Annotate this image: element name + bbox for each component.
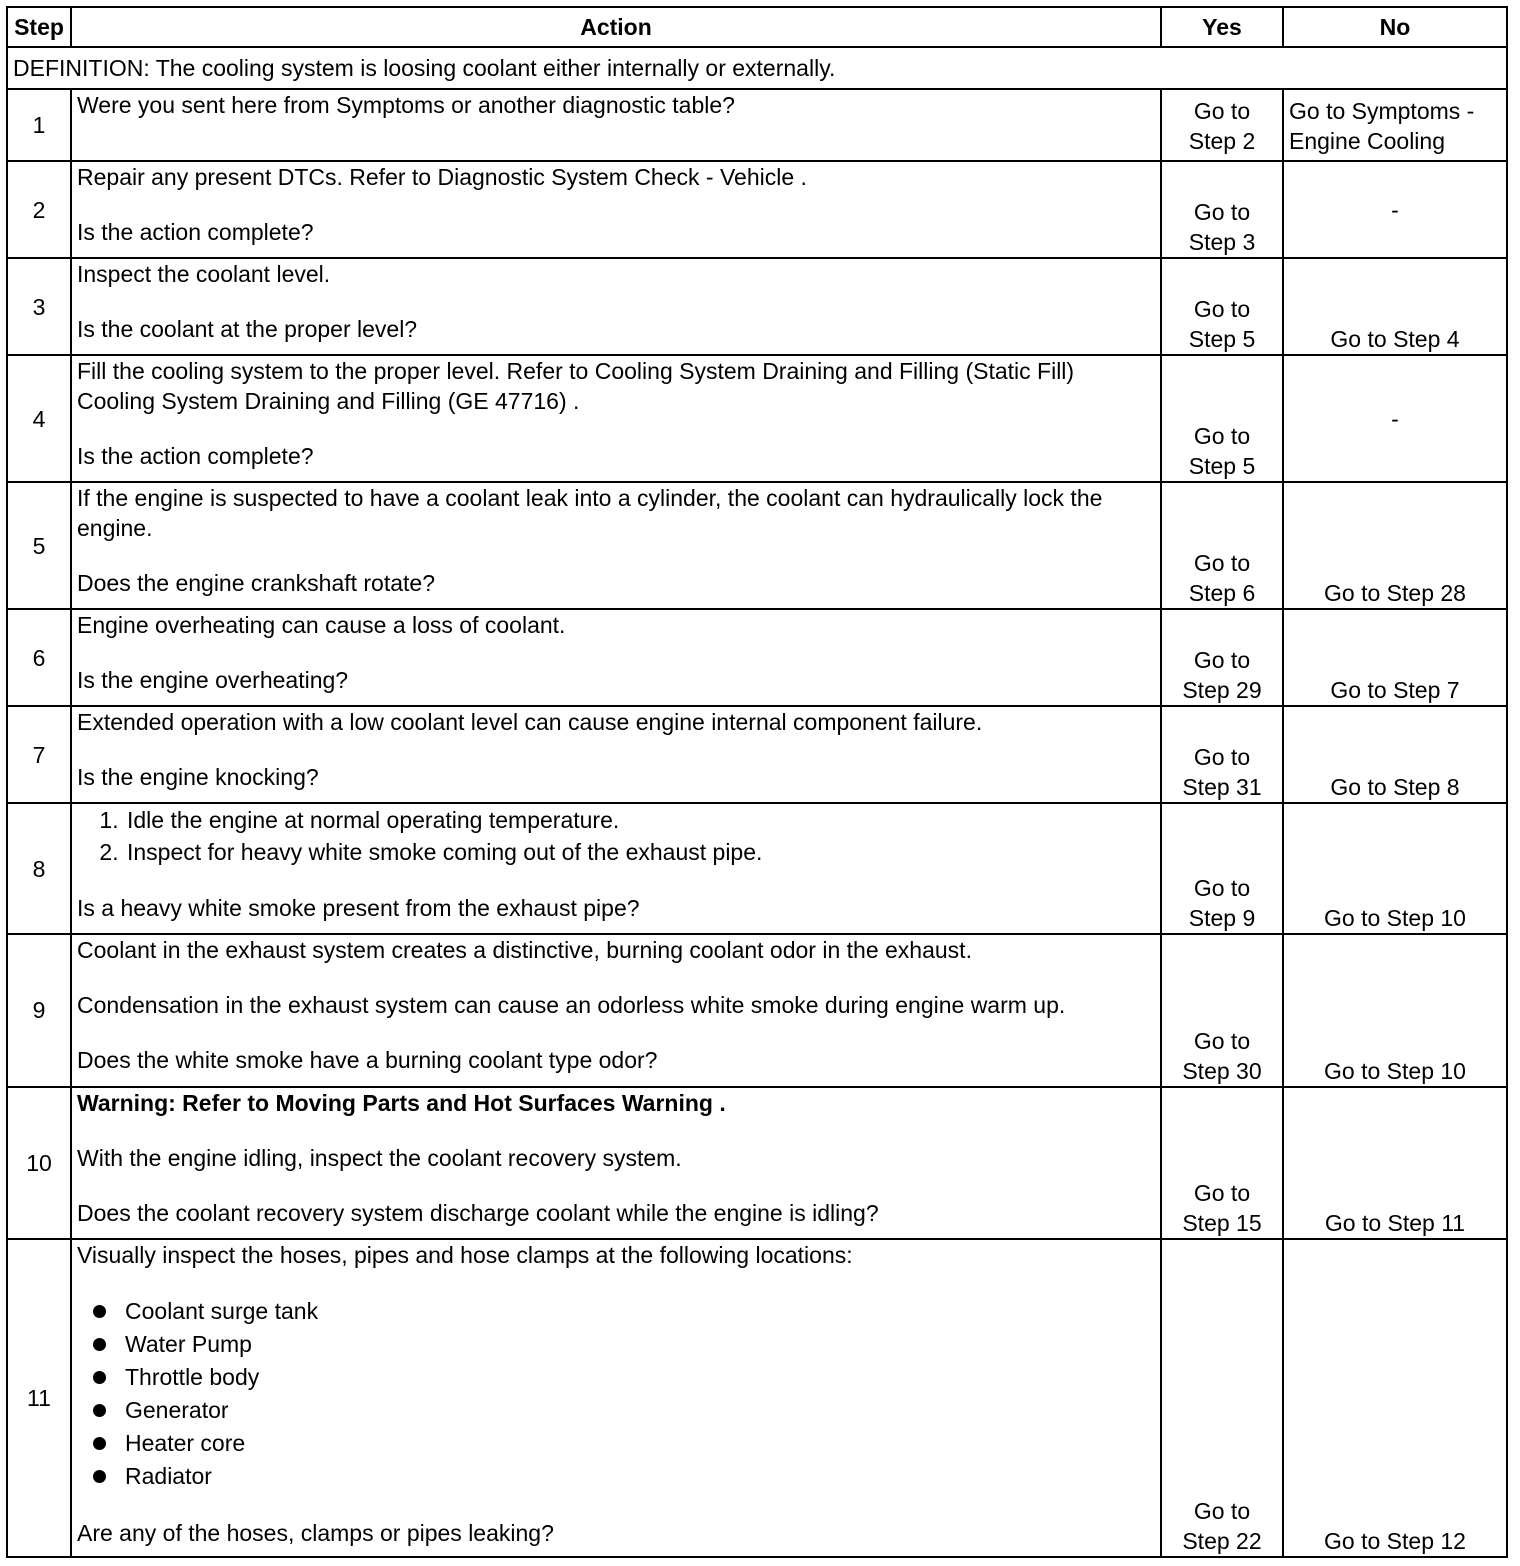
list-item [125,1394,1155,1427]
step-number: 7 [7,706,71,803]
yes-line: Go to [1193,199,1251,226]
list-item: 2. Inspect for heavy white smoke coming out of the exhaust pipe. [125,836,1155,868]
table-row [7,706,1507,803]
no-cell [1283,934,1507,1087]
no-line: Go to Step 28 [1324,580,1466,607]
no-line: - [1391,196,1399,223]
table-row [7,803,1507,933]
no-line: - [1391,405,1399,432]
action-question: Does the engine crankshaft rotate? [77,570,436,597]
yes-line: Step 30 [1182,1057,1262,1084]
step-number: 4 [7,355,71,482]
action-text: Fill the cooling system to the proper level. Refer to Cooling System Draining and Filling (Static Fill) Cooling System Draining and Filling (GE 47716) . [77,358,1075,415]
yes-line: Step 29 [1182,677,1262,704]
yes-cell [1161,706,1283,803]
yes-cell [1161,89,1283,161]
list-item-label: Heater core [125,1429,246,1456]
no-line: Go to Step 10 [1324,904,1466,931]
step-number: 11 [7,1239,71,1557]
header-step: Step [7,7,71,47]
yes-line: Go to [1193,296,1251,323]
no-line: Go to Step 4 [1330,326,1460,353]
bullet-list [77,1295,1155,1493]
yes-line: Go to [1193,874,1251,901]
warning-text: Warning: Refer to Moving Parts and Hot Surfaces Warning . [77,1089,726,1116]
list-item: 1. Idle the engine at normal operating temperature. [125,804,1155,836]
list-item-label: Throttle body [125,1363,260,1390]
action-question: Is the engine knocking? [77,764,319,791]
action-question: Is the engine overheating? [77,667,349,694]
numbered-list [77,804,1155,868]
table-row [7,258,1507,355]
no-cell [1283,1239,1507,1557]
yes-cell [1161,1087,1283,1239]
yes-line: Step 2 [1188,128,1256,155]
action-question: Does the white smoke have a burning coolant type odor? [77,1046,658,1073]
table-row [7,355,1507,482]
step-number: 1 [7,89,71,161]
bullet-icon [93,1371,106,1384]
yes-cell [1161,258,1283,355]
action-cell [71,89,1161,161]
yes-line: Step 9 [1188,904,1256,931]
yes-line: Go to [1193,98,1251,125]
no-cell [1283,482,1507,609]
action-cell [71,161,1161,258]
bullet-icon [93,1305,106,1318]
yes-line: Step 15 [1182,1209,1262,1236]
table-row [7,1239,1507,1557]
no-cell [1283,258,1507,355]
step-number: 10 [7,1087,71,1239]
yes-cell [1161,934,1283,1087]
list-item-label: Coolant surge tank [125,1297,319,1324]
yes-line: Go to [1193,550,1251,577]
no-line: Go to Step 12 [1324,1528,1466,1554]
no-line: Go to Step 11 [1324,1209,1466,1236]
yes-line: Step 3 [1188,229,1256,256]
action-question: Were you sent here from Symptoms or another diagnostic table? [77,92,735,119]
action-text: Engine overheating can cause a loss of coolant. [77,612,566,639]
yes-line: Go to [1193,1179,1251,1206]
action-text: Inspect the coolant level. [77,261,331,288]
no-cell [1283,89,1507,161]
list-item [125,1328,1155,1361]
yes-line: Go to [1193,1498,1251,1524]
no-line: Go to Step 7 [1330,677,1460,704]
table-row [7,89,1507,161]
action-cell [71,1087,1161,1239]
yes-cell [1161,482,1283,609]
yes-line: Step 5 [1188,453,1256,480]
list-item [125,1427,1155,1460]
yes-line: Go to [1193,423,1251,450]
list-item-label: Water Pump [125,1330,252,1357]
yes-cell [1161,161,1283,258]
action-cell [71,609,1161,706]
header-no: No [1283,7,1507,47]
action-cell [71,706,1161,803]
table-row [7,609,1507,706]
no-cell [1283,706,1507,803]
list-item-label: Radiator [125,1462,212,1489]
no-line: Engine Cooling [1289,128,1446,155]
yes-line: Step 5 [1188,326,1256,353]
list-item [125,1295,1155,1328]
yes-line: Go to [1193,647,1251,674]
no-cell [1283,803,1507,933]
list-item-label: Generator [125,1396,229,1423]
no-cell [1283,355,1507,482]
header-action: Action [71,7,1161,47]
yes-cell [1161,1239,1283,1557]
action-cell [71,258,1161,355]
action-text: Visually inspect the hoses, pipes and hose clamps at the following locations: [77,1241,853,1268]
action-cell [71,934,1161,1087]
table-row [7,482,1507,609]
header-row [7,7,1507,47]
step-number: 3 [7,258,71,355]
no-cell [1283,1087,1507,1239]
yes-line: Step 22 [1182,1528,1262,1554]
header-yes: Yes [1161,7,1283,47]
table-row [7,1087,1507,1239]
action-text: If the engine is suspected to have a coolant leak into a cylinder, the coolant can hydraulically lock the engine. [77,485,1103,542]
no-cell [1283,161,1507,258]
list-item [125,1460,1155,1493]
bullet-icon [93,1470,106,1483]
step-number: 8 [7,803,71,933]
action-text: Repair any present DTCs. Refer to Diagnostic System Check - Vehicle . [77,164,807,191]
list-item [125,1361,1155,1394]
yes-line: Go to [1193,744,1251,771]
action-question: Is the action complete? [77,443,314,470]
action-question: Is the action complete? [77,219,314,246]
action-cell [71,355,1161,482]
action-question: Are any of the hoses, clamps or pipes leaking? [77,1519,554,1546]
definition-text: DEFINITION: The cooling system is loosing coolant either internally or externally. [7,47,1507,89]
yes-line: Step 6 [1188,580,1256,607]
action-cell [71,482,1161,609]
action-question: Is a heavy white smoke present from the exhaust pipe? [77,895,640,922]
no-line: Go to Step 8 [1330,774,1460,801]
action-text: Condensation in the exhaust system can cause an odorless white smoke during engine warm up. [77,991,1066,1018]
yes-cell [1161,803,1283,933]
action-text: Extended operation with a low coolant level can cause engine internal component failure. [77,709,983,736]
yes-line: Step 31 [1182,774,1262,801]
action-question: Does the coolant recovery system discharge coolant while the engine is idling? [77,1199,879,1226]
no-line: Go to Step 10 [1324,1057,1466,1084]
action-cell [71,1239,1161,1557]
no-cell [1283,609,1507,706]
step-number: 5 [7,482,71,609]
step-number: 9 [7,934,71,1087]
diagnostic-table [6,6,1508,1558]
step-number: 2 [7,161,71,258]
bullet-icon [93,1338,106,1351]
yes-cell [1161,355,1283,482]
table-row [7,161,1507,258]
action-cell [71,803,1161,933]
step-number: 6 [7,609,71,706]
definition-row [7,47,1507,89]
yes-line: Go to [1193,1027,1251,1054]
action-text: With the engine idling, inspect the coolant recovery system. [77,1144,682,1171]
yes-cell [1161,609,1283,706]
action-text: Coolant in the exhaust system creates a distinctive, burning coolant odor in the exhaust. [77,936,972,963]
action-question: Is the coolant at the proper level? [77,316,418,343]
no-line: Go to Symptoms - [1289,98,1475,125]
bullet-icon [93,1437,106,1450]
table-row [7,934,1507,1087]
bullet-icon [93,1404,106,1417]
